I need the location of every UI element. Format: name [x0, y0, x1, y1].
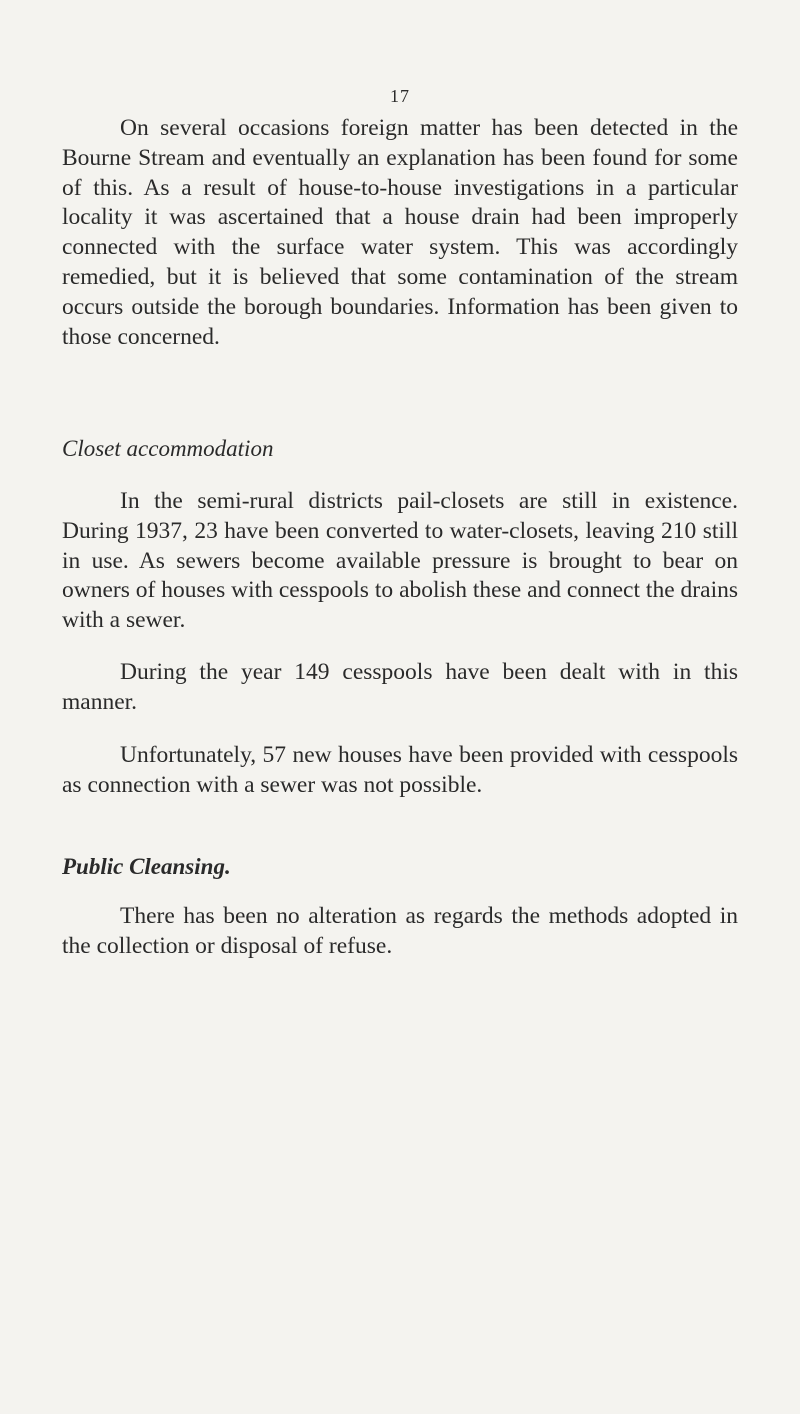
paragraph-text: In the semi-rural districts pail-closets are still in existence. During 1937, 23 have been converted to water-closets, leaving 210 still in use. As sewers become available pressure is brought to bear on owners of houses with cesspools to abolish these and connect the drains with a sewer. [62, 488, 738, 634]
paragraph-text: Unfortunately, 57 new houses have been provided with cesspools as connection with a sewer was not possible. [62, 742, 738, 798]
paragraph-refuse [62, 902, 738, 962]
paragraph-text: During the year 149 cesspools have been dealt with in this manner. [62, 659, 738, 715]
paragraph-new-houses [62, 741, 738, 801]
paragraph-cesspools-dealt [62, 658, 738, 718]
page-number: 17 [390, 86, 410, 106]
paragraph-bourne-stream [62, 114, 738, 352]
paragraph-text: There has been no alteration as regards the methods adopted in the collection or disposal of refuse. [62, 903, 738, 959]
heading-closet-accommodation: Closet accommodation [62, 436, 274, 461]
paragraph-pail-closets [62, 487, 738, 636]
heading-public-cleansing: Public Cleansing. [62, 854, 231, 879]
paragraph-text: On several occasions foreign matter has been detected in the Bourne Stream and eventually an explanation has been found for some of this. As a result of house-to-house investigations in a particular locality it was ascertained that a house drain had been improperly connected with the surface water system. This was accordingly remedied, but it is believed that some contamination of the stream occurs outside the borough boundaries. Information has been given to those concerned. [62, 115, 738, 350]
